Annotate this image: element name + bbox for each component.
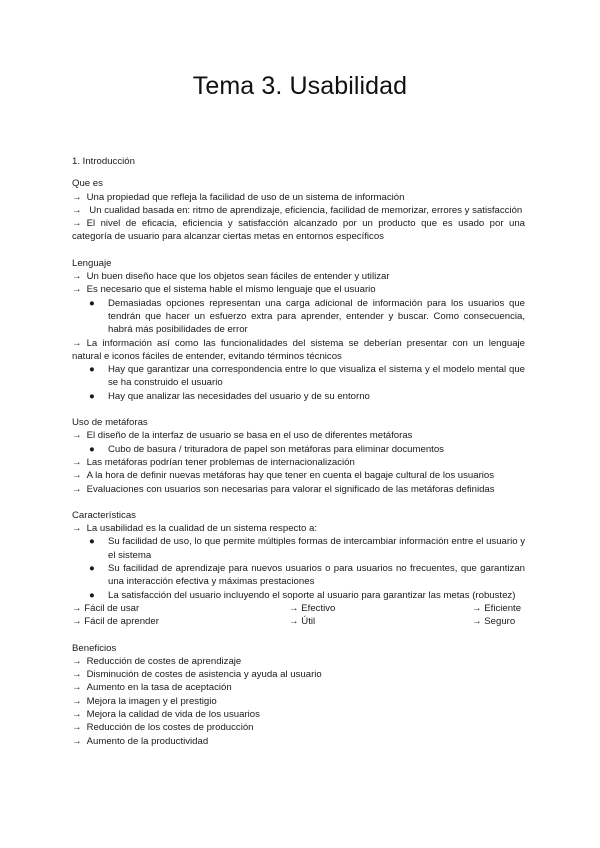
list-item: → El diseño de la interfaz de usuario se basa en el uso de diferentes metáforas — [72, 430, 413, 442]
bullet-item: ● Hay que analizar las necesidades del usuario y de su entorno — [89, 390, 370, 402]
list-item: → Un buen diseño hace que los objetos sean fáciles de entender y utilizar — [72, 271, 390, 283]
bullet-icon: ● — [89, 536, 95, 548]
arrow-icon: → — [72, 616, 82, 628]
arrow-icon: → — [72, 655, 82, 667]
bullet-item: ● Cubo de basura / trituradora de papel son metáforas para eliminar documentos — [89, 443, 444, 455]
attributes-row: → Fácil de usar → Efectivo → Eficiente — [72, 602, 522, 614]
arrow-icon: → — [72, 483, 82, 495]
arrow-icon: → — [72, 695, 82, 707]
list-item: → La usabilidad es la cualidad de un sistema respecto a: — [72, 523, 317, 535]
bullet-icon: ● — [89, 589, 95, 601]
arrow-icon: → — [472, 602, 482, 614]
arrow-icon: → — [72, 722, 82, 734]
section-caracteristicas — [72, 509, 525, 629]
bullet-item: ● La satisfacción del usuario incluyendo el soporte al usuario para garantizar las metas (robustez) — [89, 589, 516, 601]
subheading-metaforas: Uso de metáforas — [72, 417, 148, 429]
attributes-row: → Fácil de aprender → Útil → Seguro — [72, 616, 516, 628]
section-que-es — [72, 177, 525, 243]
arrow-icon: → — [72, 284, 82, 296]
arrow-icon: → — [72, 204, 82, 216]
section-heading-introduccion: 1. Introducción — [72, 156, 135, 167]
list-item: → Un cualidad basada en: ritmo de aprendizaje, eficiencia, facilidad de memorizar, errores y satisfacción — [72, 204, 523, 216]
arrow-icon: → — [72, 456, 82, 468]
arrow-icon: → — [72, 337, 82, 349]
arrow-icon: → — [72, 602, 82, 614]
bullet-item: ● Demasiadas opciones representan una carga adicional de información para los usuarios que tendrán que hacer un esfuerzo extra para aprender, entender y buscar. Como consecuencia, habrá más posibilidades de error — [89, 297, 525, 336]
arrow-icon: → — [72, 708, 82, 720]
bullet-icon: ● — [89, 390, 95, 402]
arrow-icon: → — [72, 191, 82, 203]
list-item: → Mejora la calidad de vida de los usuarios — [72, 708, 260, 720]
subheading-beneficios: Beneficios — [72, 642, 117, 654]
list-item: → Disminución de costes de asistencia y ayuda al usuario — [72, 669, 322, 681]
list-item: → Reducción de costes de aprendizaje — [72, 655, 242, 667]
arrow-icon: → — [72, 682, 82, 694]
arrow-icon: → — [72, 218, 82, 230]
list-item: → La información así como las funcionalidades del sistema se deberían presentar con un lenguaje natural e iconos fáciles de entender, evitando términos técnicos — [72, 337, 525, 362]
list-item: → A la hora de definir nuevas metáforas hay que tener en cuenta el bagaje cultural de los usuarios — [72, 470, 495, 482]
bullet-item: ● Hay que garantizar una correspondencia entre lo que visualiza el sistema y el modelo mental que se ha construido el usuario — [89, 364, 525, 389]
arrow-icon: → — [289, 602, 299, 614]
section-metaforas — [72, 416, 525, 496]
arrow-icon: → — [472, 616, 482, 628]
section-beneficios — [72, 642, 525, 748]
arrow-icon: → — [72, 470, 82, 482]
bullet-icon: ● — [89, 364, 95, 376]
arrow-icon: → — [72, 735, 82, 747]
list-item: → Las metáforas podrían tener problemas de internacionalización — [72, 456, 355, 468]
subheading-caracteristicas: Características — [72, 509, 136, 521]
list-item: → Mejora la imagen y el prestigio — [72, 695, 217, 707]
list-item: → Aumento en la tasa de aceptación — [72, 682, 232, 694]
list-item: → Reducción de los costes de producción — [72, 722, 254, 734]
section-lenguaje — [72, 257, 525, 403]
page-title: Tema 3. Usabilidad — [192, 72, 408, 100]
document-body — [72, 155, 525, 748]
list-item: → Es necesario que el sistema hable el mismo lenguaje que el usuario — [72, 284, 376, 296]
list-item: → Evaluaciones con usuarios son necesarias para valorar el significado de las metáforas definidas — [72, 483, 495, 495]
bullet-icon: ● — [89, 297, 95, 309]
bullet-icon: ● — [89, 563, 95, 575]
bullet-icon: ● — [89, 443, 95, 455]
subheading-que-es: Que es — [72, 178, 103, 190]
arrow-icon: → — [72, 271, 82, 283]
list-item: → Una propiedad que refleja la facilidad de uso de un sistema de información — [72, 191, 405, 203]
arrow-icon: → — [289, 616, 299, 628]
subheading-lenguaje: Lenguaje — [72, 257, 112, 269]
list-item: → El nivel de eficacia, eficiencia y satisfacción alcanzado por un producto que es usado por una categoría de usuario para alcanzar ciertas metas en entornos específicos — [72, 218, 525, 243]
bullet-item: ● Su facilidad de aprendizaje para nuevos usuarios o para usuarios no frecuentes, que garantizan una interacción efectiva y máximas prestaciones — [89, 563, 525, 588]
arrow-icon: → — [72, 669, 82, 681]
list-item: → Aumento de la productividad — [72, 735, 209, 747]
arrow-icon: → — [72, 430, 82, 442]
arrow-icon: → — [72, 523, 82, 535]
bullet-item: ● Su facilidad de uso, lo que permite múltiples formas de intercambiar información entre el usuario y el sistema — [89, 536, 526, 561]
